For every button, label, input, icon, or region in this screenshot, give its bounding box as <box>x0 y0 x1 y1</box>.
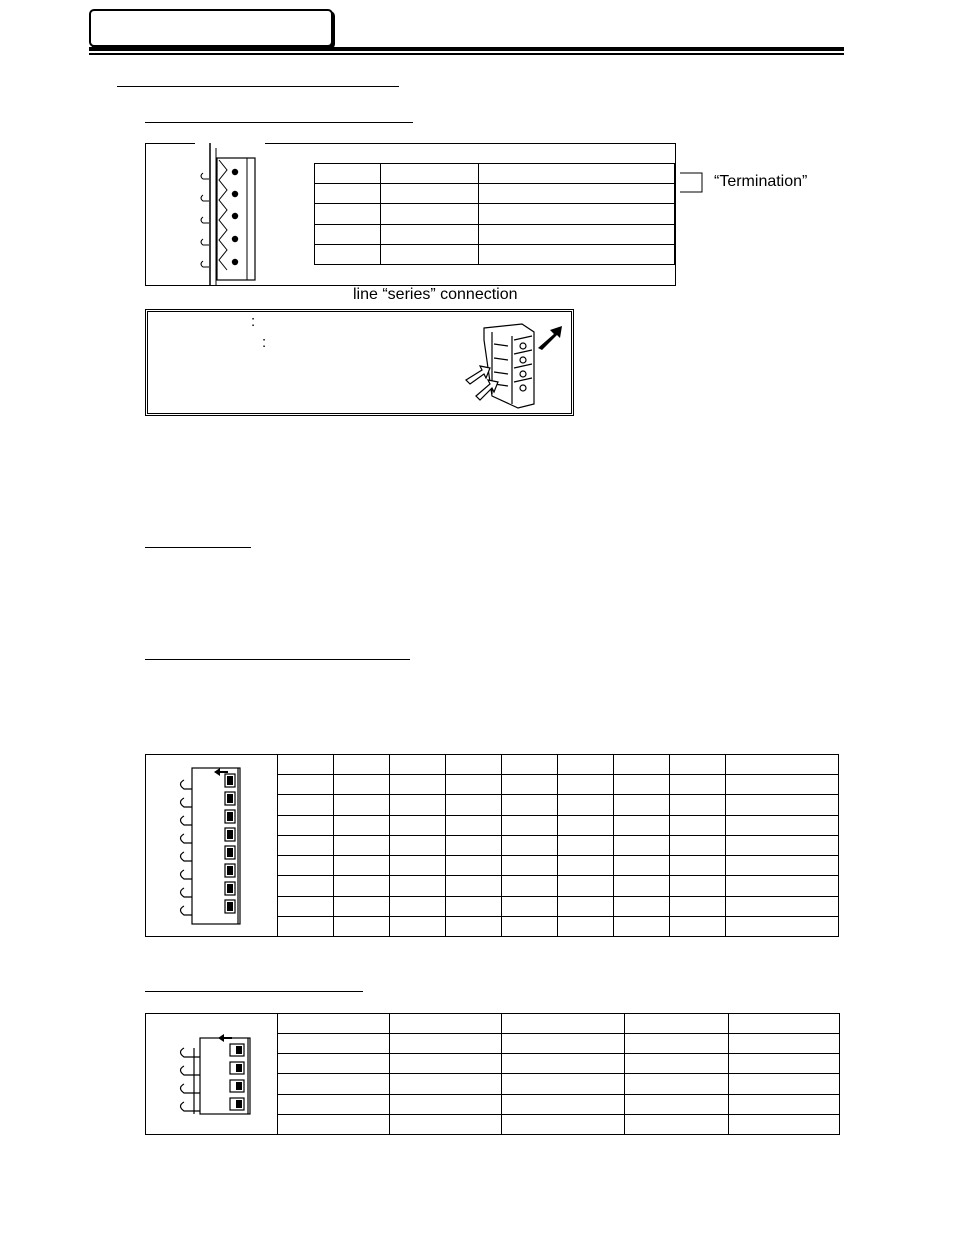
table-cell <box>446 795 502 815</box>
table-cell <box>502 856 558 876</box>
table-cell <box>479 224 675 244</box>
note-colon-2: : <box>262 334 267 351</box>
table-cell <box>315 224 381 244</box>
table-cell <box>278 896 334 916</box>
table-cell <box>278 876 334 896</box>
table-cell <box>502 1114 625 1134</box>
table-cell <box>670 795 726 815</box>
table-cell <box>670 755 726 775</box>
table-cell <box>502 1074 625 1094</box>
table-cell <box>381 184 479 204</box>
table-cell <box>334 856 390 876</box>
table-cell <box>614 795 670 815</box>
series-connection-label: line “series” connection <box>353 286 518 303</box>
table-cell <box>670 856 726 876</box>
terminal-block-connector-icon <box>195 143 265 285</box>
table-cell <box>558 916 614 936</box>
table-cell <box>558 775 614 795</box>
heading-underline-3 <box>145 547 251 548</box>
table-cell <box>278 916 334 936</box>
table-cell <box>390 835 446 855</box>
table-cell <box>729 1014 840 1034</box>
table-cell <box>614 856 670 876</box>
table-cell <box>390 916 446 936</box>
table-cell <box>479 184 675 204</box>
table-cell <box>726 876 839 896</box>
table-cell <box>726 755 839 775</box>
table-cell <box>278 1074 390 1094</box>
table-cell <box>390 1114 502 1134</box>
table-cell <box>625 1034 729 1054</box>
table-cell <box>670 876 726 896</box>
table-cell <box>446 896 502 916</box>
table-cell <box>614 815 670 835</box>
header-rule-thick <box>89 47 844 51</box>
table-cell <box>558 755 614 775</box>
setting-table <box>277 1013 840 1135</box>
table-cell <box>334 775 390 795</box>
table-cell <box>390 1034 502 1054</box>
table-cell <box>726 896 839 916</box>
table-cell <box>726 835 839 855</box>
table-cell <box>502 755 558 775</box>
address-table <box>277 754 839 937</box>
table-cell <box>278 1114 390 1134</box>
table-cell <box>726 916 839 936</box>
table-cell <box>726 795 839 815</box>
table-cell <box>670 896 726 916</box>
dip-switch-4-icon <box>170 1030 265 1120</box>
table-cell <box>390 815 446 835</box>
table-cell <box>381 164 479 184</box>
table-cell <box>278 1034 390 1054</box>
table-cell <box>558 815 614 835</box>
table-cell <box>278 1014 390 1034</box>
table-cell <box>558 876 614 896</box>
table-cell <box>558 896 614 916</box>
table-cell <box>558 835 614 855</box>
table-cell <box>670 815 726 835</box>
table-cell <box>729 1034 840 1054</box>
table-cell <box>726 856 839 876</box>
table-cell <box>729 1074 840 1094</box>
table-cell <box>381 224 479 244</box>
table-cell <box>446 755 502 775</box>
table-cell <box>625 1114 729 1134</box>
dip-switch-8-icon <box>170 762 260 930</box>
table-cell <box>390 1014 502 1034</box>
table-cell <box>502 916 558 936</box>
heading-underline-4 <box>145 659 410 660</box>
table-cell <box>334 815 390 835</box>
table-cell <box>278 1094 390 1114</box>
heading-underline-2 <box>145 122 413 123</box>
table-cell <box>334 896 390 916</box>
table-cell <box>558 856 614 876</box>
table-cell <box>278 795 334 815</box>
table-cell <box>614 876 670 896</box>
table-cell <box>625 1054 729 1074</box>
table-cell <box>502 795 558 815</box>
table-cell <box>334 795 390 815</box>
table-cell <box>334 755 390 775</box>
table-cell <box>278 775 334 795</box>
table-cell <box>390 876 446 896</box>
table-cell <box>614 755 670 775</box>
plug-removal-icon <box>462 318 567 410</box>
table-cell <box>479 204 675 224</box>
table-cell <box>558 795 614 815</box>
table-cell <box>278 856 334 876</box>
table-cell <box>446 815 502 835</box>
table-cell <box>625 1014 729 1034</box>
header-rule-thin <box>89 53 844 55</box>
table-cell <box>502 1034 625 1054</box>
heading-underline-5 <box>145 991 363 992</box>
table-cell <box>390 795 446 815</box>
table-cell <box>614 835 670 855</box>
table-cell <box>390 755 446 775</box>
table-cell <box>729 1094 840 1114</box>
table-cell <box>502 775 558 795</box>
table-cell <box>729 1114 840 1134</box>
table-cell <box>278 755 334 775</box>
table-cell <box>479 244 675 264</box>
table-cell <box>390 896 446 916</box>
table-cell <box>381 244 479 264</box>
table-cell <box>614 775 670 795</box>
table-cell <box>446 876 502 896</box>
table-cell <box>502 1054 625 1074</box>
section-title-box <box>89 9 333 47</box>
table-cell <box>502 835 558 855</box>
table-cell <box>502 1094 625 1114</box>
table-cell <box>315 164 381 184</box>
table-cell <box>502 815 558 835</box>
table-cell <box>625 1074 729 1094</box>
table-cell <box>446 856 502 876</box>
table-cell <box>334 876 390 896</box>
table-cell <box>278 1054 390 1074</box>
table-cell <box>390 856 446 876</box>
table-cell <box>670 775 726 795</box>
table-cell <box>315 184 381 204</box>
table-cell <box>278 815 334 835</box>
termination-label: “Termination” <box>714 173 808 190</box>
table-cell <box>390 775 446 795</box>
table-cell <box>278 835 334 855</box>
table-cell <box>446 916 502 936</box>
note-colon-1: : <box>251 313 256 330</box>
table-cell <box>315 244 381 264</box>
table-cell <box>502 876 558 896</box>
heading-underline-1 <box>117 86 399 87</box>
table-cell <box>315 204 381 224</box>
table-cell <box>390 1054 502 1074</box>
table-cell <box>502 896 558 916</box>
table-cell <box>381 204 479 224</box>
table-cell <box>670 916 726 936</box>
table-cell <box>670 835 726 855</box>
table-cell <box>614 896 670 916</box>
table-cell <box>502 1014 625 1034</box>
table-cell <box>334 916 390 936</box>
table-cell <box>446 775 502 795</box>
table-cell <box>334 835 390 855</box>
table-cell <box>729 1054 840 1074</box>
table-cell <box>390 1094 502 1114</box>
termination-table <box>314 163 675 265</box>
table-cell <box>726 815 839 835</box>
table-cell <box>625 1094 729 1114</box>
table-cell <box>390 1074 502 1094</box>
table-cell <box>726 775 839 795</box>
table-cell <box>614 916 670 936</box>
termination-bracket-icon <box>680 172 704 194</box>
table-cell <box>479 164 675 184</box>
table-cell <box>446 835 502 855</box>
